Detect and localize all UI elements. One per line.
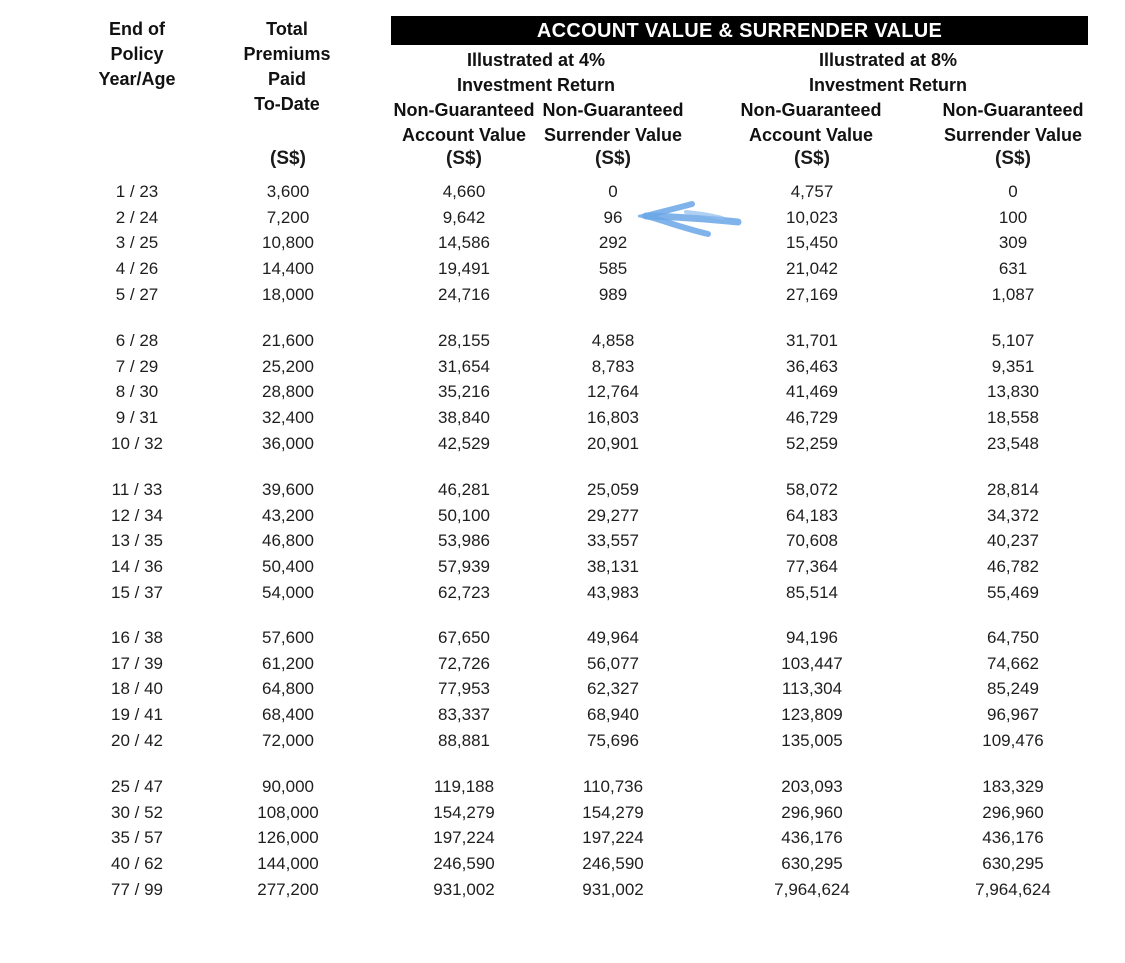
sv-8pct-cell: 5,107 [991, 331, 1035, 350]
av-4pct-cell: 72,726 [438, 653, 490, 673]
sv-8pct-cell: 28,814 [987, 480, 1039, 499]
sv-4pct-cell: 585 [598, 259, 628, 279]
sv-4pct-cell: 49,964 [587, 628, 639, 647]
arrow-left-icon [638, 198, 742, 242]
table-row [0, 528, 1125, 554]
table-row [0, 774, 1125, 800]
sv-4pct-cell: 12,764 [587, 382, 639, 402]
av-4pct-cell: 14,586 [438, 233, 490, 253]
sv-8pct-cell: 74,662 [987, 653, 1039, 673]
av-8pct-cell: 64,183 [786, 505, 838, 525]
sv-4pct-cell: 20,901 [587, 433, 639, 453]
sv-8pct-cell: 46,782 [987, 557, 1039, 577]
sv-8pct-cell: 296,960 [982, 802, 1044, 822]
sv-4pct-line: Non-Guaranteed [542, 100, 684, 120]
premiums-cell: 277,200 [257, 879, 319, 899]
table-row [0, 379, 1125, 405]
sv-8pct-cell: 309 [998, 233, 1028, 253]
av-4pct-cell: 19,491 [438, 259, 490, 279]
av-4pct-cell: 197,224 [433, 828, 495, 848]
sv-8pct-cell: 34,372 [987, 505, 1039, 525]
premiums-cell: 10,800 [262, 233, 314, 253]
premiums-cell: 14,400 [262, 259, 314, 279]
sv-4pct-unit: (S$) [595, 148, 631, 169]
av-8pct-cell: 15,450 [786, 233, 838, 253]
av-4pct-cell: 46,281 [438, 480, 490, 499]
table-row [0, 477, 1125, 503]
av-4pct-cell: 119,188 [433, 777, 495, 796]
table-row [0, 354, 1125, 380]
table-row [0, 851, 1125, 877]
av-4pct-line: Account Value [401, 125, 527, 145]
year-age-cell: 35 / 57 [111, 828, 163, 848]
table-row [0, 554, 1125, 580]
sv-4pct-line: Surrender Value [543, 125, 683, 145]
av-8pct-cell: 4,757 [790, 182, 834, 201]
premiums-cell: 126,000 [257, 828, 319, 848]
av-4pct-cell: 246,590 [433, 854, 495, 874]
av-4pct-cell: 9,642 [442, 207, 486, 227]
group-8pct-line: Illustrated at 8% [818, 50, 958, 70]
year-age-cell: 12 / 34 [111, 505, 163, 525]
av-8pct-cell: 7,964,624 [774, 879, 850, 899]
sv-8pct-cell: 55,469 [987, 582, 1039, 602]
table-row [0, 230, 1125, 256]
table-row [0, 651, 1125, 677]
sv-4pct-cell: 68,940 [587, 705, 639, 725]
year-age-cell: 7 / 29 [115, 356, 159, 376]
sv-8pct-line: Non-Guaranteed [942, 100, 1084, 120]
year-age-cell: 15 / 37 [111, 582, 163, 602]
av-4pct-cell: 24,716 [438, 284, 490, 304]
group-8pct-line: Investment Return [808, 75, 968, 95]
table-row [0, 728, 1125, 754]
av-8pct-cell: 630,295 [781, 854, 843, 874]
sv-4pct-cell: 154,279 [582, 802, 644, 822]
sv-8pct-cell: 96,967 [987, 705, 1039, 725]
header-premiums-line: Premiums [243, 44, 331, 64]
premiums-cell: 36,000 [262, 433, 314, 453]
table-row [0, 702, 1125, 728]
year-age-cell: 18 / 40 [111, 679, 163, 699]
sv-8pct-unit: (S$) [995, 148, 1031, 169]
year-age-cell: 5 / 27 [115, 284, 159, 304]
av-8pct-cell: 31,701 [786, 331, 838, 350]
year-age-cell: 10 / 32 [111, 433, 163, 453]
premiums-cell: 64,800 [262, 679, 314, 699]
av-4pct-cell: 28,155 [438, 331, 490, 350]
av-4pct-cell: 83,337 [438, 705, 490, 725]
av-8pct-cell: 46,729 [786, 408, 838, 428]
av-4pct-cell: 77,953 [438, 679, 490, 699]
sv-4pct-cell: 4,858 [591, 331, 635, 350]
premiums-cell: 32,400 [262, 408, 314, 428]
premiums-cell: 90,000 [262, 777, 314, 796]
sv-4pct-cell: 56,077 [587, 653, 639, 673]
av-8pct-cell: 113,304 [781, 679, 843, 699]
sv-4pct-cell: 62,327 [587, 679, 639, 699]
av-8pct-cell: 94,196 [786, 628, 838, 647]
av-8pct-line: Account Value [748, 125, 874, 145]
year-age-cell: 8 / 30 [115, 382, 159, 402]
sv-8pct-cell: 0 [1008, 182, 1018, 201]
av-8pct-cell: 85,514 [786, 582, 838, 602]
table-row [0, 328, 1125, 354]
sv-8pct-cell: 64,750 [987, 628, 1039, 647]
premiums-cell: 61,200 [262, 653, 314, 673]
sv-4pct-cell: 43,983 [587, 582, 639, 602]
premiums-cell: 72,000 [262, 730, 314, 750]
av-8pct-cell: 103,447 [781, 653, 843, 673]
year-age-cell: 14 / 36 [111, 557, 163, 577]
av-4pct-cell: 53,986 [438, 531, 490, 551]
year-age-cell: 16 / 38 [111, 628, 163, 647]
sv-4pct-cell: 8,783 [591, 356, 635, 376]
sv-4pct-cell: 197,224 [582, 828, 644, 848]
premiums-cell: 39,600 [262, 480, 314, 499]
av-8pct-cell: 70,608 [786, 531, 838, 551]
year-age-cell: 19 / 41 [111, 705, 163, 725]
sv-8pct-cell: 436,176 [982, 828, 1044, 848]
premiums-cell: 21,600 [262, 331, 314, 350]
table-row [0, 877, 1125, 903]
year-age-cell: 4 / 26 [115, 259, 159, 279]
av-4pct-cell: 154,279 [433, 802, 495, 822]
av-8pct-cell: 203,093 [781, 777, 843, 796]
header-premiums-line: Paid [267, 69, 306, 89]
header-year-age-line: End of [109, 19, 165, 39]
sv-8pct-cell: 18,558 [987, 408, 1039, 428]
header-premiums-line: Total [266, 19, 308, 39]
year-age-cell: 1 / 23 [115, 182, 159, 201]
year-age-cell: 11 / 33 [111, 480, 163, 499]
sv-4pct-cell: 96 [603, 207, 623, 227]
sv-4pct-cell: 16,803 [587, 408, 639, 428]
sv-8pct-cell: 13,830 [987, 382, 1039, 402]
premiums-cell: 46,800 [262, 531, 314, 551]
sv-4pct-cell: 110,736 [582, 777, 644, 796]
sv-4pct-cell: 75,696 [587, 730, 639, 750]
sv-8pct-cell: 7,964,624 [975, 879, 1051, 899]
year-age-cell: 2 / 24 [115, 207, 159, 227]
sv-4pct-cell: 292 [598, 233, 628, 253]
year-age-cell: 13 / 35 [111, 531, 163, 551]
av-8pct-cell: 36,463 [786, 356, 838, 376]
av-4pct-cell: 42,529 [438, 433, 490, 453]
av-8pct-unit: (S$) [794, 148, 830, 169]
group-4pct-line: Illustrated at 4% [466, 50, 606, 70]
sv-8pct-cell: 40,237 [987, 531, 1039, 551]
sv-8pct-cell: 630,295 [982, 854, 1044, 874]
sv-4pct-cell: 33,557 [587, 531, 639, 551]
av-8pct-cell: 41,469 [786, 382, 838, 402]
sv-8pct-line: Surrender Value [943, 125, 1083, 145]
av-4pct-cell: 38,840 [438, 408, 490, 428]
premiums-cell: 25,200 [262, 356, 314, 376]
sv-8pct-cell: 85,249 [987, 679, 1039, 699]
av-4pct-unit: (S$) [446, 148, 482, 169]
premiums-cell: 54,000 [262, 582, 314, 602]
year-age-cell: 9 / 31 [115, 408, 159, 428]
year-age-cell: 40 / 62 [111, 854, 163, 874]
av-8pct-cell: 77,364 [786, 557, 838, 577]
av-8pct-cell: 296,960 [781, 802, 843, 822]
table-row [0, 503, 1125, 529]
year-age-cell: 3 / 25 [115, 233, 159, 253]
table-row [0, 676, 1125, 702]
av-4pct-cell: 4,660 [442, 182, 486, 201]
account-value-banner: ACCOUNT VALUE & SURRENDER VALUE [391, 16, 1088, 45]
av-4pct-line: Non-Guaranteed [393, 100, 535, 120]
year-age-cell: 77 / 99 [111, 879, 163, 899]
av-8pct-cell: 21,042 [786, 259, 838, 279]
premiums-cell: 50,400 [262, 557, 314, 577]
av-4pct-cell: 31,654 [438, 356, 490, 376]
year-age-cell: 25 / 47 [111, 777, 163, 796]
sv-8pct-cell: 631 [998, 259, 1028, 279]
premiums-cell: 28,800 [262, 382, 314, 402]
av-4pct-cell: 931,002 [433, 879, 495, 899]
av-8pct-cell: 10,023 [786, 207, 838, 227]
table-row [0, 256, 1125, 282]
premiums-cell: 108,000 [257, 802, 319, 822]
sv-4pct-cell: 246,590 [582, 854, 644, 874]
header-premiums-line: To-Date [254, 94, 320, 114]
year-age-cell: 20 / 42 [111, 730, 163, 750]
av-8pct-cell: 135,005 [781, 730, 843, 750]
sv-8pct-cell: 100 [998, 207, 1028, 227]
header-year-age-line: Year/Age [98, 69, 176, 89]
av-4pct-cell: 67,650 [438, 628, 490, 647]
av-8pct-cell: 436,176 [781, 828, 843, 848]
premiums-unit: (S$) [270, 148, 306, 169]
av-4pct-cell: 50,100 [438, 505, 490, 525]
table-row [0, 431, 1125, 457]
premiums-cell: 144,000 [257, 854, 319, 874]
sv-4pct-cell: 0 [608, 182, 618, 201]
sv-8pct-cell: 109,476 [982, 730, 1044, 750]
sv-4pct-cell: 38,131 [587, 557, 639, 577]
premiums-cell: 18,000 [262, 284, 314, 304]
table-row [0, 580, 1125, 606]
premiums-cell: 43,200 [262, 505, 314, 525]
av-4pct-cell: 57,939 [438, 557, 490, 577]
table-row [0, 625, 1125, 651]
header-year-age-line: Policy [110, 44, 164, 64]
year-age-cell: 30 / 52 [111, 802, 163, 822]
av-4pct-cell: 88,881 [438, 730, 490, 750]
year-age-cell: 17 / 39 [111, 653, 163, 673]
av-8pct-cell: 123,809 [781, 705, 843, 725]
sv-8pct-cell: 1,087 [991, 284, 1035, 304]
av-8pct-cell: 52,259 [786, 433, 838, 453]
sv-4pct-cell: 931,002 [582, 879, 644, 899]
table-row [0, 800, 1125, 826]
av-8pct-cell: 27,169 [786, 284, 838, 304]
sv-4pct-cell: 25,059 [587, 480, 639, 499]
table-row [0, 179, 1125, 205]
year-age-cell: 6 / 28 [115, 331, 159, 350]
av-4pct-cell: 35,216 [438, 382, 490, 402]
sv-4pct-cell: 989 [598, 284, 628, 304]
group-4pct-line: Investment Return [456, 75, 616, 95]
av-8pct-cell: 58,072 [786, 480, 838, 499]
sv-8pct-cell: 9,351 [991, 356, 1035, 376]
premiums-cell: 7,200 [266, 207, 310, 227]
table-row [0, 825, 1125, 851]
av-4pct-cell: 62,723 [438, 582, 490, 602]
premiums-cell: 3,600 [266, 182, 310, 201]
sv-8pct-cell: 23,548 [987, 433, 1039, 453]
premiums-cell: 68,400 [262, 705, 314, 725]
sv-8pct-cell: 183,329 [982, 777, 1044, 796]
table-row [0, 205, 1125, 231]
table-row [0, 405, 1125, 431]
table-row [0, 282, 1125, 308]
sv-4pct-cell: 29,277 [587, 505, 639, 525]
av-8pct-line: Non-Guaranteed [740, 100, 882, 120]
premiums-cell: 57,600 [262, 628, 314, 647]
